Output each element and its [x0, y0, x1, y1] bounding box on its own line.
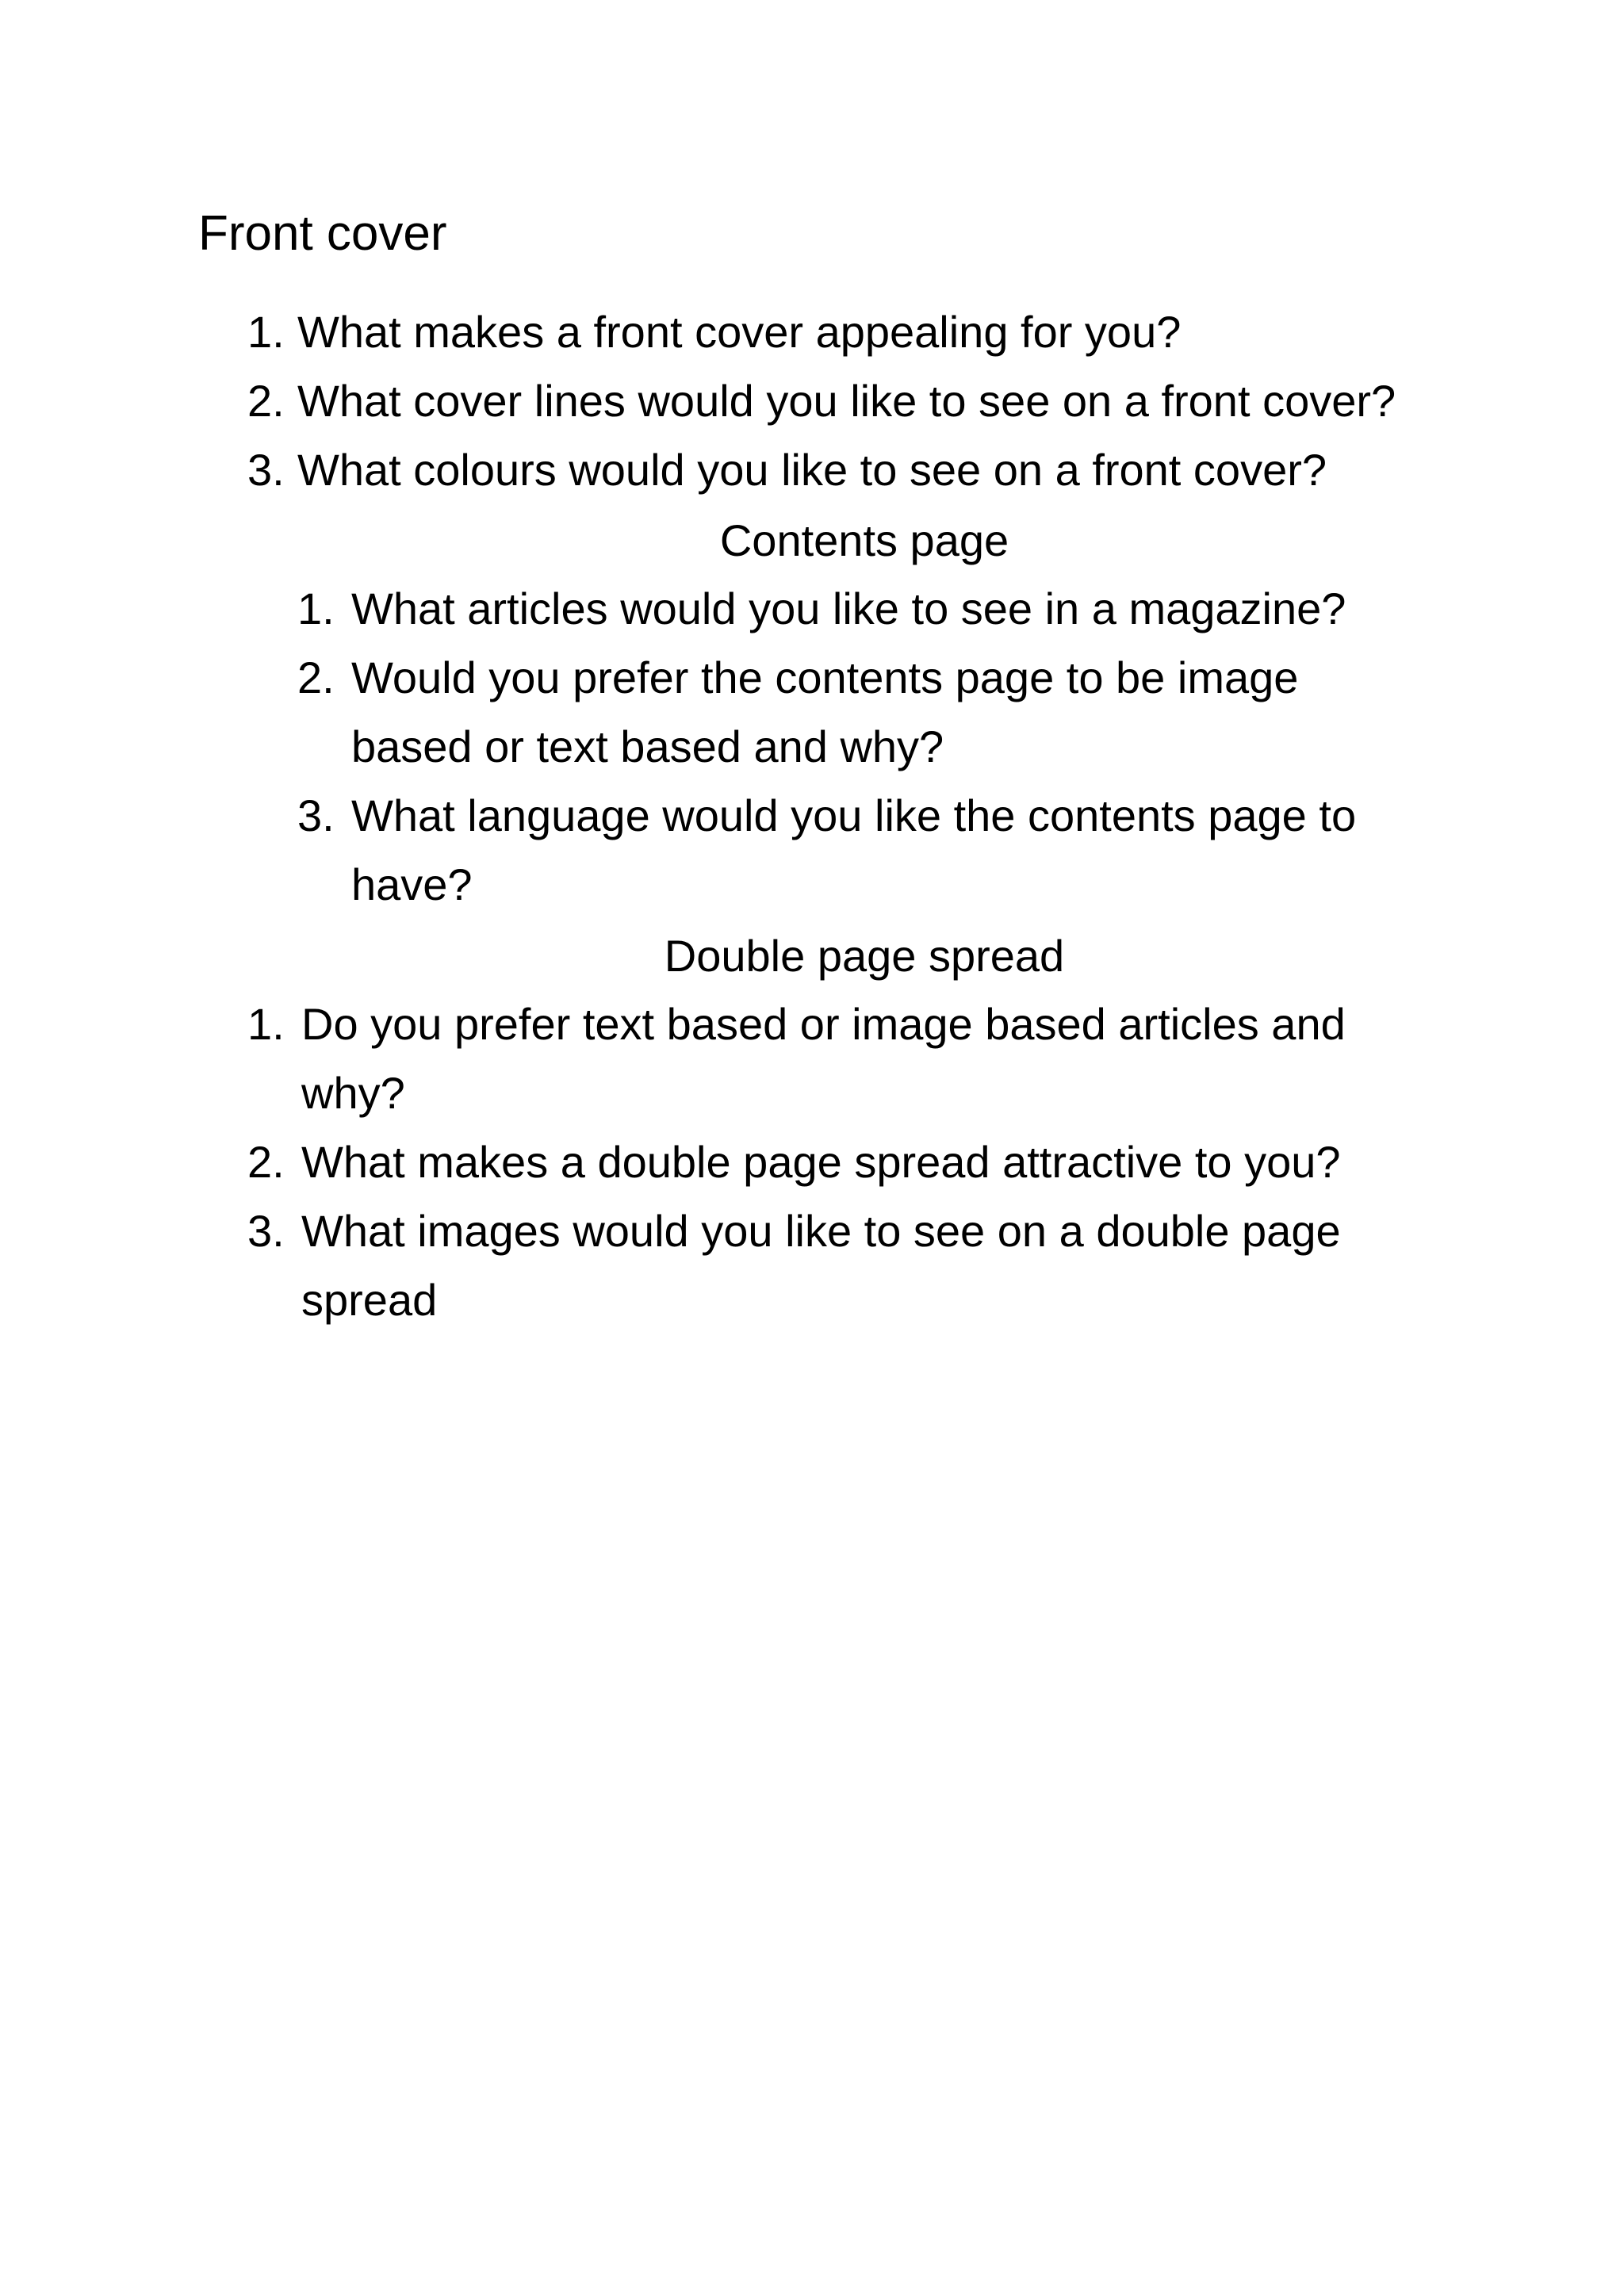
double-page-spread-question-1 [247, 989, 1397, 1127]
double-page-spread-question-3 [247, 1196, 1397, 1334]
question-text: What makes a double page spread attractive to you? [301, 1137, 1341, 1187]
question-text: What makes a front cover appealing for you? [297, 307, 1182, 357]
question-text: What colours would you like to see on a front cover? [297, 445, 1327, 495]
list-number: 3. [297, 790, 335, 840]
contents-page-heading: Contents page [719, 515, 1009, 565]
list-number: 1. [247, 999, 285, 1049]
list-number: 2. [247, 376, 285, 426]
question-text: Do you prefer text based or image based articles and why? [301, 999, 1346, 1118]
front-cover-heading: Front cover [198, 206, 447, 261]
front-cover-question-1 [247, 297, 1532, 366]
front-cover-question-3 [247, 435, 1532, 504]
question-text: What cover lines would you like to see on a front cover? [297, 376, 1396, 426]
contents-page-question-2 [297, 643, 1408, 781]
list-number: 2. [247, 1137, 285, 1187]
contents-page-question-3 [297, 781, 1408, 919]
list-number: 3. [247, 1206, 285, 1256]
contents-page-question-1 [297, 574, 1408, 643]
list-number: 1. [247, 307, 285, 357]
list-number: 3. [247, 445, 285, 495]
question-text: What images would you like to see on a double page spread [301, 1206, 1341, 1325]
list-number: 1. [297, 584, 335, 633]
double-page-spread-question-2 [247, 1127, 1397, 1196]
front-cover-question-2 [247, 366, 1532, 435]
question-text: What articles would you like to see in a magazine? [351, 584, 1346, 633]
list-number: 2. [297, 652, 335, 702]
double-page-spread-heading: Double page spread [664, 931, 1065, 981]
question-text: Would you prefer the contents page to be image based or text based and why? [351, 652, 1299, 771]
question-text: What language would you like the contents page to have? [351, 790, 1357, 909]
